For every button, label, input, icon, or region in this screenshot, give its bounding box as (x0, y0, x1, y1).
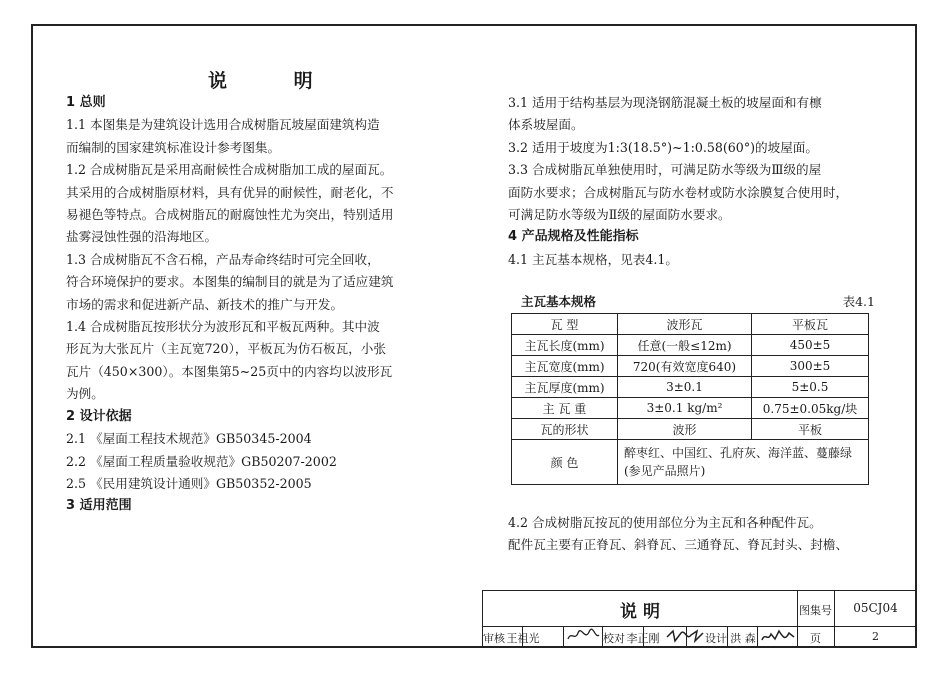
right-column (508, 92, 898, 271)
paragraph-line: 盐雾浸蚀性强的沿海地区。 (66, 229, 218, 245)
designer-name: 洪 森 (730, 632, 756, 645)
paragraph-line: 2.2 《屋面工程质量验收规范》GB50207-2002 (66, 453, 337, 469)
table-cell: 瓦的形状 (512, 419, 618, 440)
table-cell: 平板 (752, 419, 869, 440)
paragraph-line: 1.3 合成树脂瓦不含石棉，产品寿命终结时可完全回收， (66, 251, 380, 267)
checker-name: 李正刚 (626, 632, 660, 645)
page-number: 2 (872, 630, 879, 643)
color-value-cell: 醉枣红、中国红、孔府灰、海洋蓝、蔓藤绿(参见产品照片) (618, 440, 869, 485)
color-label-cell: 颜 色 (512, 440, 618, 485)
paragraph-line: 其采用的合成树脂原材料，具有优异的耐候性，耐老化，不 (66, 184, 394, 200)
table-row (512, 314, 869, 335)
paragraph-line: 符合环境保护的要求。本图集的编制目的就是为了适应建筑 (66, 274, 394, 290)
paragraph-line: 2.1 《屋面工程技术规范》GB50345-2004 (66, 431, 312, 447)
designer-signature (759, 627, 797, 648)
table-caption-title: 主瓦基本规格 (521, 294, 597, 309)
paragraph-line: 4.2 合成树脂瓦按瓦的使用部位分为主瓦和各种配件瓦。 (508, 515, 822, 530)
table-row (512, 356, 869, 377)
paragraph-line: 易褪色等特点。合成树脂瓦的耐腐蚀性尤为突出，特别适用 (66, 207, 394, 223)
paragraph-line: 可满足防水等级为Ⅱ级的屋面防水要求。 (508, 207, 731, 223)
reviewer-signature (565, 627, 601, 648)
table-number: 表4.1 (842, 294, 875, 309)
atlas-label: 图集号 (799, 604, 832, 617)
paragraph-line: 3.1 适用于结构基层为现浇钢筋混凝土板的坡屋面和有檩 (508, 95, 822, 110)
checker-signature (665, 627, 705, 648)
paragraph-line: 而编制的国家建筑标准设计参考图集。 (66, 139, 281, 155)
paragraph-line: 3.3 合成树脂瓦单独使用时，可满足防水等级为Ⅲ级的屋 (508, 162, 822, 178)
paragraph-line: 形瓦为大张瓦片（主瓦宽720），平板瓦为仿石板瓦，小张 (66, 341, 386, 357)
table-cell: 3±0.1 (618, 377, 752, 398)
table-cell: 主瓦长度(mm) (512, 335, 618, 356)
table-cell: 主 瓦 重 (512, 398, 618, 419)
table-cell: 任意(一般≤12m) (618, 335, 752, 356)
paragraph-line: 4.1 主瓦基本规格，见表4.1。 (508, 251, 678, 267)
paragraph-line: 1.4 合成树脂瓦按形状分为波形瓦和平板瓦两种。其中波 (66, 319, 380, 335)
section-heading: 1 总则 (66, 95, 106, 110)
reviewer-name: 王祖光 (506, 632, 540, 645)
table-cell: 5±0.5 (752, 377, 869, 398)
table-row (512, 377, 869, 398)
page-label: 页 (810, 632, 821, 645)
paragraph-line: 配件瓦主要有正脊瓦、斜脊瓦、三通脊瓦、脊瓦封头、封檐、 (508, 537, 849, 553)
paragraph-line: 市场的需求和促进新产品、新技术的推广与开发。 (66, 296, 344, 312)
table-cell: 主瓦厚度(mm) (512, 377, 618, 398)
paragraph-line: 为例。 (66, 386, 104, 402)
paragraph-line: 面防水要求；合成树脂瓦与防水卷材或防水涂膜复合使用时， (508, 184, 849, 200)
section-heading: 3 适用范围 (66, 498, 132, 514)
paragraph-line: 1.1 本图集是为建筑设计选用合成树脂瓦坡屋面建筑构造 (66, 117, 380, 133)
check-label: 校对 (603, 632, 625, 645)
design-label: 设计 (705, 632, 727, 645)
table-row (512, 398, 869, 419)
paragraph-line: 体系坡屋面。 (508, 117, 584, 133)
table-cell: 波形瓦 (618, 314, 752, 335)
paragraph-line: 3.2 适用于坡度为1:3(18.5°)~1:0.58(60°)的坡屋面。 (508, 139, 818, 155)
table-cell: 瓦 型 (512, 314, 618, 335)
paragraph-line: 1.2 合成树脂瓦是采用高耐候性合成树脂加工成的屋面瓦。 (66, 162, 393, 178)
table-cell: 720(有效宽度640) (618, 356, 752, 377)
paragraph-line: 瓦片（450×300）。本图集第5~25页中的内容均以波形瓦 (66, 363, 393, 379)
after-table-text (508, 512, 898, 557)
section-heading: 4 产品规格及性能指标 (508, 229, 639, 245)
table-cell: 3±0.1 kg/m² (618, 398, 752, 419)
left-column (66, 92, 471, 518)
paragraph-line: 2.5 《民用建筑设计通则》GB50352-2005 (66, 475, 312, 491)
table-row (512, 440, 869, 485)
table-cell: 0.75±0.05kg/块 (752, 398, 869, 419)
page-title: 说 明 (208, 70, 343, 92)
review-label: 审核 (483, 632, 505, 645)
table-cell: 300±5 (752, 356, 869, 377)
title-block (482, 590, 916, 646)
sheet-title: 说 明 (620, 602, 660, 622)
table-cell: 主瓦宽度(mm) (512, 356, 618, 377)
table-cell: 450±5 (752, 335, 869, 356)
section-heading: 2 设计依据 (66, 408, 132, 424)
spec-table (511, 313, 869, 485)
table-row (512, 335, 869, 356)
table-row (512, 419, 869, 440)
table-cell: 波形 (618, 419, 752, 440)
table-cell: 平板瓦 (752, 314, 869, 335)
atlas-number: 05CJ04 (853, 601, 898, 615)
